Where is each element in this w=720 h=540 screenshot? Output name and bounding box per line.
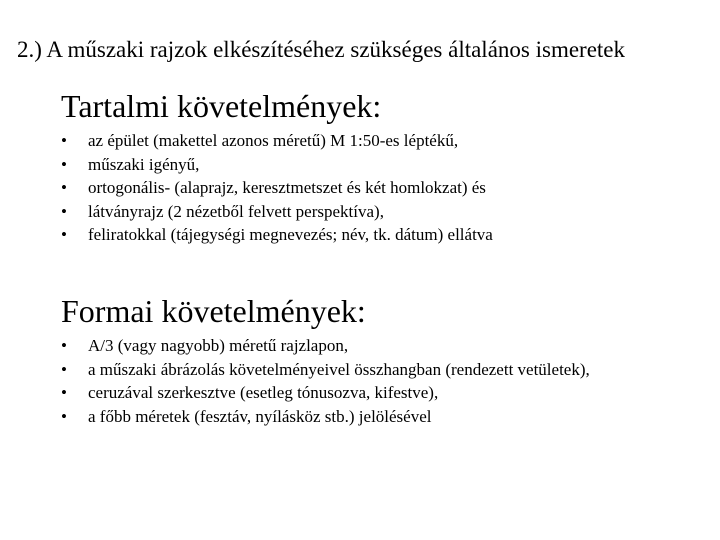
bullet-icon: • bbox=[61, 406, 67, 426]
slide-title: 2.) A műszaki rajzok elkészítéséhez szükséges általános ismeretek bbox=[17, 37, 626, 62]
bullet-icon: • bbox=[61, 154, 67, 174]
bullet-icon: • bbox=[61, 336, 67, 356]
formal-requirements-section bbox=[61, 292, 621, 430]
list-item-text: műszaki igényű, bbox=[88, 154, 200, 174]
bullet-icon: • bbox=[61, 225, 67, 245]
list-item bbox=[61, 336, 621, 356]
list-item-text: feliratokkal (tájegységi megnevezés; név, tk. dátum) ellátva bbox=[88, 225, 493, 245]
list-item-text: látványrajz (2 nézetből felvett perspektíva), bbox=[88, 201, 384, 221]
list-item bbox=[61, 155, 621, 175]
list-item bbox=[61, 131, 621, 151]
list-item bbox=[61, 360, 621, 380]
list-item bbox=[61, 407, 621, 427]
bullet-icon: • bbox=[61, 359, 67, 379]
list-item bbox=[61, 383, 621, 403]
bullet-icon: • bbox=[61, 383, 67, 403]
bullet-list bbox=[61, 131, 621, 245]
bullet-icon: • bbox=[61, 201, 67, 221]
list-item bbox=[61, 178, 621, 198]
list-item bbox=[61, 202, 621, 222]
list-item bbox=[61, 225, 621, 245]
list-item-text: ceruzával szerkesztve (esetleg tónusozva, kifestve), bbox=[88, 383, 439, 403]
section-heading: Tartalmi követelmények: bbox=[61, 88, 382, 124]
list-item-text: a műszaki ábrázolás követelményeivel összhangban (rendezett vetületek), bbox=[88, 359, 590, 379]
content-requirements-section bbox=[61, 87, 621, 249]
list-item-text: ortogonális- (alaprajz, keresztmetszet és két homlokzat) és bbox=[88, 178, 486, 198]
list-item-text: az épület (makettel azonos méretű) M 1:50-es léptékű, bbox=[88, 131, 459, 151]
list-item-text: A/3 (vagy nagyobb) méretű rajzlapon, bbox=[88, 336, 349, 356]
bullet-icon: • bbox=[61, 131, 67, 151]
list-item-text: a főbb méretek (fesztáv, nyílásköz stb.) jelölésével bbox=[88, 406, 432, 426]
bullet-icon: • bbox=[61, 178, 67, 198]
section-heading: Formai követelmények: bbox=[61, 293, 366, 329]
bullet-list bbox=[61, 336, 621, 426]
